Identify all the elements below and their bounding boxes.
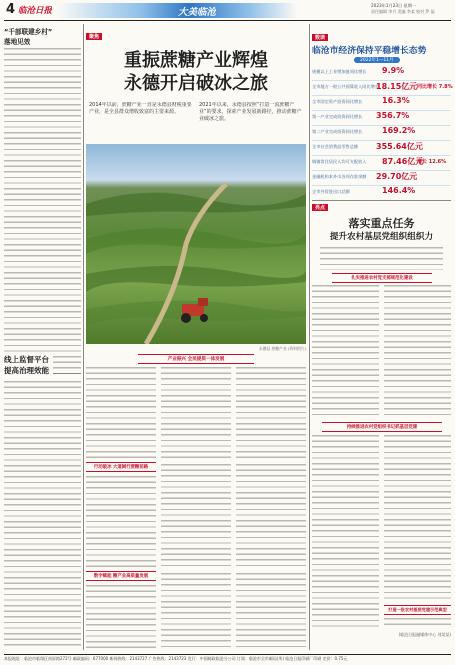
field-rows-graphic <box>86 144 306 344</box>
economy-row-label: 金融机构本外币各项存款余额 <box>312 174 367 179</box>
year-label: 2022年1—11月 <box>354 57 400 63</box>
col-divider-1 <box>83 24 84 650</box>
economy-row-extra: 增长 12.6% <box>417 159 447 165</box>
party-story <box>312 203 451 653</box>
masthead-rule <box>4 20 451 21</box>
section-band <box>57 3 297 18</box>
economy-row-label: 第一产业完成投资同比增长 <box>312 114 363 119</box>
feature-body-col8 <box>161 571 231 649</box>
economy-row-value: 355.64亿元 <box>376 142 423 151</box>
economy-row <box>312 171 451 186</box>
economy-row-label: 全市社会消费品零售总额 <box>312 144 359 149</box>
economy-row-label: 全市地方一般公共预算收入同比增长 <box>312 84 380 89</box>
feature-body-col7 <box>86 583 156 649</box>
feature-body-col5 <box>161 462 231 569</box>
story1-subtitle: 落地见效 <box>4 38 31 46</box>
feature-kicker: 聚焦 <box>86 33 102 40</box>
party-subhead-1: 扎实推进农村党支部规范化建设 <box>332 273 432 283</box>
economy-row <box>312 66 451 81</box>
subhead-2: 行动破冰 大道阔行蔗糖前路 <box>86 462 156 472</box>
story1-title: “千部联建乡村” <box>4 28 53 36</box>
economy-row <box>312 126 451 141</box>
feature-title-1: 重振蔗糖产业辉煌 <box>124 50 268 71</box>
party-title-1: 落实重点任务 <box>348 217 415 230</box>
feature-title-2: 永德开启破冰之旅 <box>124 73 268 94</box>
party-byline: (临沧日报融媒体中心 刘某某) <box>398 632 451 637</box>
lead-left: 2014年以前，蔗糖产业一直是永德县财税重要产业，是全县群众增收致富的主要来源。 <box>89 102 192 115</box>
economy-row <box>312 156 451 171</box>
feature-story <box>86 24 306 652</box>
left-column <box>4 24 81 652</box>
party-body-2a <box>312 433 379 628</box>
feature-body-col1 <box>86 365 156 460</box>
economy-panel <box>312 24 451 200</box>
masthead <box>0 0 455 22</box>
economy-row-value: 29.70亿元 <box>376 172 418 181</box>
party-subhead-3: 打造一批农村基层党建示范典型 <box>384 605 451 615</box>
paper-name: 临沧日报 <box>18 6 53 16</box>
economy-row-label: 第二产业完成投资同比增长 <box>312 129 363 134</box>
economy-row-value: 18.15亿元 <box>376 82 418 91</box>
economy-row <box>312 141 451 156</box>
economy-row <box>312 81 451 96</box>
story2-body <box>4 379 81 649</box>
date-line: 2023年1月23日 星期一 <box>371 3 417 8</box>
feature-body-col2 <box>161 365 231 460</box>
story1-body <box>4 46 81 372</box>
party-subhead-2: 持续推进农村党组织书记抓基层党建 <box>322 422 442 432</box>
section-label: 大美临沧 <box>178 7 217 18</box>
footer-rule <box>4 654 451 655</box>
feature-body-col4 <box>86 474 156 569</box>
economy-row-value: 146.4% <box>382 186 416 195</box>
economy-title: 临沧市经济保持平稳增长态势 <box>312 46 427 56</box>
party-kicker: 亮点 <box>312 204 328 211</box>
photo-caption: 永德县 蔗糖产业 (资料图片) <box>258 346 306 351</box>
economy-row-value: 9.9% <box>382 66 405 75</box>
sugarcane-field-photo <box>86 144 306 344</box>
economy-row <box>312 186 451 201</box>
party-body-1a <box>312 283 379 418</box>
party-body-1b <box>384 283 451 418</box>
party-title-2: 提升农村基层党组织组织力 <box>329 232 434 242</box>
economy-row-value: 169.2% <box>382 126 416 135</box>
feature-body-col6 <box>236 462 306 569</box>
economy-row-label: 全市固定资产投资同比增长 <box>312 99 363 104</box>
subhead-3: 数字赋能 糖产业高质量发展 <box>86 571 156 581</box>
footer-info: 本报地址：临沧市临翔区南屏路272号 邮政编码：677000 新闻热线：2143727 广告热线：2143723 发行：中国邮政临沧分公司 订阅：临沧市全市邮局(所) 临沧日报印刷厂印刷 定价：0.75元 <box>4 656 348 661</box>
subhead-1: 产业振兴 全民提质一体发展 <box>138 354 254 364</box>
economy-row-label: 全市外贸进出口总额 <box>312 189 350 194</box>
feature-body-col3 <box>236 365 306 460</box>
economy-row <box>312 111 451 126</box>
party-body-3 <box>384 616 451 628</box>
economy-row-label: 城镇常住居民人均可支配收入 <box>312 159 367 164</box>
feature-body-col9 <box>236 571 306 649</box>
economy-kicker: 数读 <box>312 34 328 41</box>
economy-row-label: 规模以上工业增加值同比增长 <box>312 69 367 74</box>
party-body-2b <box>384 433 451 603</box>
right-rule-1 <box>312 200 451 201</box>
economy-row-value: 356.7% <box>376 111 410 120</box>
party-lead <box>320 245 443 270</box>
economy-row-extra: 同比增长 7.8% <box>417 84 453 90</box>
economy-row <box>312 96 451 111</box>
editor-line: 责任编辑 李月 美编 李某 校对 罗 晶 <box>371 9 435 14</box>
economy-row-value: 87.46亿元 <box>382 157 424 166</box>
lead-right: 2021年以来，永德县按照“打造一流蔗糖产业”的要求，探索产业发展新路径，推动蔗糖产业破冰之旅。 <box>199 102 302 122</box>
story2-title: 线上监督平台 <box>4 354 53 365</box>
economy-row-value: 16.3% <box>382 96 410 105</box>
page-number: 4 <box>6 2 16 17</box>
col-divider-2 <box>309 24 310 650</box>
story2-subtitle: 提高治理效能 <box>4 365 53 376</box>
